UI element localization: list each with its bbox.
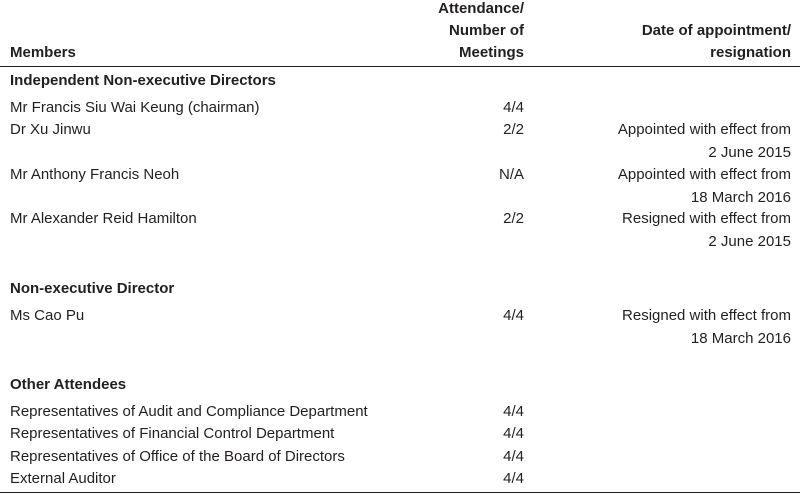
section-title: Independent Non-executive Directors xyxy=(10,72,276,89)
attendance-value: 4/4 xyxy=(503,99,524,116)
date-note xyxy=(560,164,791,209)
attendance-value: N/A xyxy=(498,166,524,183)
header-date xyxy=(560,20,791,64)
header-date-line2: resignation xyxy=(710,44,791,61)
header-members: Members xyxy=(10,44,76,61)
date-note xyxy=(560,119,791,164)
header-attendance-line3: Meetings xyxy=(458,44,524,61)
member-name: Representatives of Office of the Board of Directors xyxy=(10,448,345,465)
table-header xyxy=(0,0,800,66)
attendance-value: 4/4 xyxy=(503,425,524,442)
section-title: Other Attendees xyxy=(10,376,127,393)
header-date-line1: Date of appointment/ xyxy=(641,22,791,39)
date-note xyxy=(560,305,791,350)
date-note-line1: Appointed with effect from xyxy=(617,166,791,183)
date-note-line1: Appointed with effect from xyxy=(617,121,791,138)
date-note xyxy=(560,208,791,253)
date-note-line2: 18 March 2016 xyxy=(690,329,791,347)
member-name: Mr Alexander Reid Hamilton xyxy=(10,210,197,227)
member-name: Mr Francis Siu Wai Keung (chairman) xyxy=(10,99,260,116)
member-name: Ms Cao Pu xyxy=(10,307,85,324)
date-note-line2: 18 March 2016 xyxy=(690,188,791,206)
member-name: Mr Anthony Francis Neoh xyxy=(10,166,180,183)
section-title: Non-executive Director xyxy=(10,280,175,297)
header-attendance-line1: Attendance/ xyxy=(438,0,524,17)
header-divider xyxy=(0,66,800,67)
date-note-line1: Resigned with effect from xyxy=(622,210,791,227)
attendance-value: 2/2 xyxy=(503,210,524,227)
date-note-line1: Resigned with effect from xyxy=(622,307,791,324)
header-attendance-line2: Number of xyxy=(449,22,524,39)
member-name: External Auditor xyxy=(10,470,116,487)
member-name: Representatives of Audit and Compliance Department xyxy=(10,403,368,420)
attendance-value: 4/4 xyxy=(503,307,524,324)
attendance-value: 4/4 xyxy=(503,403,524,420)
attendance-value: 2/2 xyxy=(503,121,524,138)
date-note-line2: 2 June 2015 xyxy=(708,143,791,161)
attendance-value: 4/4 xyxy=(503,470,524,487)
table-bottom-rule xyxy=(0,492,800,493)
header-attendance xyxy=(380,0,524,64)
member-name: Dr Xu Jinwu xyxy=(10,121,91,138)
attendance-value: 4/4 xyxy=(503,448,524,465)
member-name: Representatives of Financial Control Department xyxy=(10,425,335,442)
date-note-line2: 2 June 2015 xyxy=(708,232,791,250)
